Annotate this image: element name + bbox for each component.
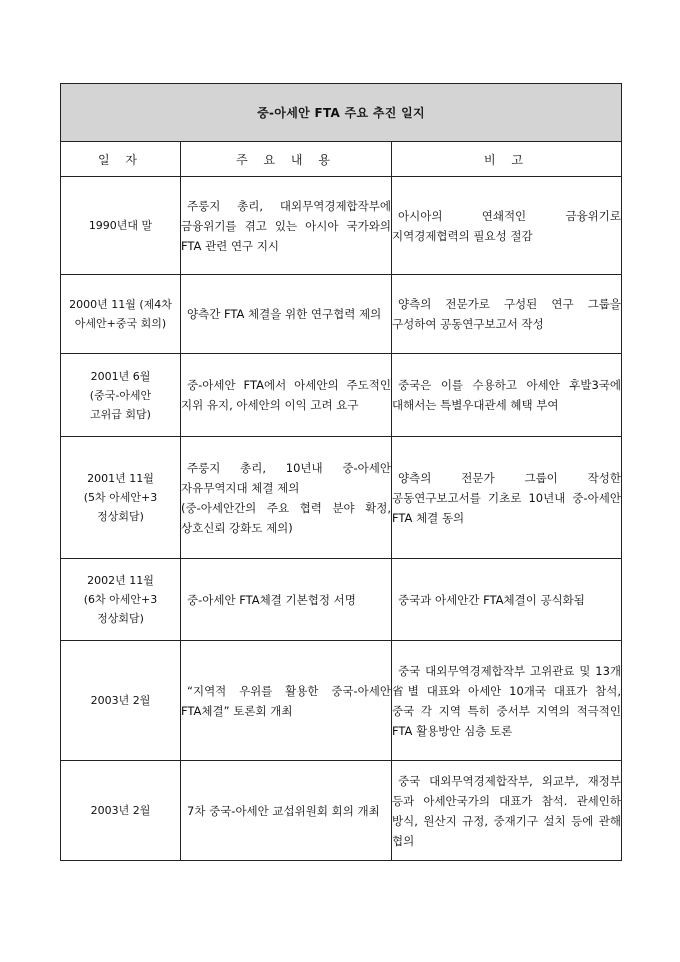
row-date: 2001년 11월 (5차 아세안+3 정상회담) [61, 437, 181, 559]
table-row [61, 437, 622, 559]
row-content: 중-아세안 FTA에서 아세안의 주도적인 지위 유지, 아세안의 이익 고려 요구 [181, 354, 392, 437]
row-note: 아시아의 연쇄적인 금융위기로 지역경제협력의 필요성 절감 [392, 177, 622, 275]
header-note: 비 고 [392, 142, 622, 177]
header-date: 일 자 [61, 142, 181, 177]
table-row [61, 761, 622, 861]
row-content: 주룽지 총리, 대외무역경제합작부에 금융위기를 겪고 있는 아시아 국가와의 FTA 관련 연구 지시 [181, 177, 392, 275]
row-date: 2003년 2월 [61, 761, 181, 861]
fta-timeline-table [60, 83, 622, 861]
row-date: 2003년 2월 [61, 641, 181, 761]
row-date: 2002년 11월 (6차 아세안+3 정상회담) [61, 559, 181, 641]
row-note: 중국 대외무역경제합작부 고위관료 및 13개 省별 대표와 아세안 10개국 대표가 참석, 중국 각 지역 특히 중서부 지역의 적극적인 FTA 활용방안 심층 토론 [392, 641, 622, 761]
table-title-row [61, 84, 622, 142]
row-note: 중국과 아세안간 FTA체결이 공식화됨 [392, 559, 622, 641]
row-content: 양측간 FTA 체결을 위한 연구협력 제의 [181, 275, 392, 354]
table-row [61, 559, 622, 641]
table-title: 중-아세안 FTA 주요 추진 일지 [61, 84, 622, 142]
table-row [61, 641, 622, 761]
row-content: “지역적 우위를 활용한 중국-아세안 FTA체결” 토론회 개최 [181, 641, 392, 761]
row-content: 중-아세안 FTA체결 기본협정 서명 [181, 559, 392, 641]
row-content: 주룽지 총리, 10년내 중-아세안 자유무역지대 체결 제의 (중-아세안간의 주요 협력 분야 확정, 상호신뢰 강화도 제의) [181, 437, 392, 559]
row-note: 중국 대외무역경제합작부, 외교부, 재정부 등과 아세안국가의 대표가 참석. 관세인하 방식, 원산지 규정, 중재기구 설치 등에 관해 협의 [392, 761, 622, 861]
table-row [61, 275, 622, 354]
header-row [61, 142, 622, 177]
row-date: 2000년 11월 (제4차 아세안+중국 회의) [61, 275, 181, 354]
table-row [61, 354, 622, 437]
row-note: 양측의 전문가 그룹이 작성한 공동연구보고서를 기초로 10년내 중-아세안 FTA 체결 동의 [392, 437, 622, 559]
header-content: 주 요 내 용 [181, 142, 392, 177]
row-note: 중국은 이를 수용하고 아세안 후발3국에 대해서는 특별우대관세 혜택 부여 [392, 354, 622, 437]
row-content: 7차 중국-아세안 교섭위원회 회의 개최 [181, 761, 392, 861]
table-row [61, 177, 622, 275]
row-date: 2001년 6월 (중국-아세안 고위급 회담) [61, 354, 181, 437]
row-date: 1990년대 말 [61, 177, 181, 275]
row-note: 양측의 전문가로 구성된 연구 그룹을 구성하여 공동연구보고서 작성 [392, 275, 622, 354]
